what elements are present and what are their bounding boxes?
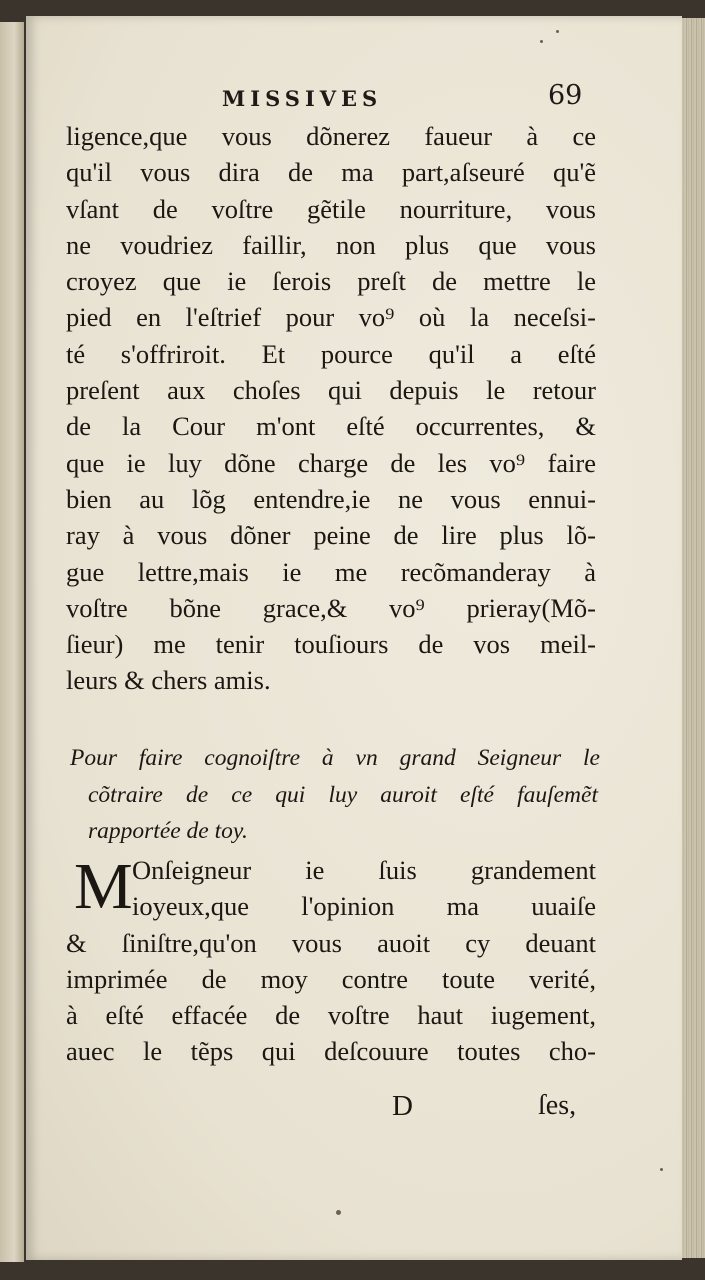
running-head-title: MISSIVES [222, 86, 383, 111]
text-line: que ie luy dõne charge de les vo⁹ faire [66, 447, 596, 478]
body-text [66, 118, 596, 699]
previous-page-edge [0, 22, 24, 1262]
catchword: ſes, [538, 1090, 577, 1121]
drop-cap: M [74, 850, 133, 923]
text-line: pied en l'eſtrief pour vo⁹ où la neceſsi- [66, 302, 596, 333]
text-line: té s'offriroit. Et pource qu'il a eſté [66, 338, 596, 369]
text-line: de la Cour m'ont eſté occurrentes, & [66, 411, 596, 442]
text-line: à eſté effacée de voſtre haut iugement, [66, 1000, 596, 1031]
page-edges [682, 18, 705, 1258]
paper-speck [540, 40, 543, 43]
text-line: vſant de voſtre gẽtile nourriture, vous [66, 193, 596, 224]
text-line: ſieur) me tenir touſiours de vos meil- [66, 629, 596, 660]
heading-line: rapportée de toy. [88, 818, 248, 844]
text-line: imprimée de moy contre toute verité, [66, 963, 596, 994]
running-head [0, 80, 705, 120]
paper-speck [660, 1168, 663, 1171]
letter-text [66, 852, 596, 1070]
text-line: ligence,que vous dõnerez faueur à ce [66, 121, 596, 151]
text-line: ne voudriez faillir, non plus que vous [66, 229, 596, 260]
text-line: ioyeux,que l'opinion ma uuaiſe [132, 891, 596, 922]
signature-mark: D [392, 1090, 413, 1122]
text-line: qu'il vous dira de ma part,aſseuré qu'ẽ [66, 157, 596, 188]
text-line: gue lettre,mais ie me recõmanderay à [66, 556, 596, 587]
text-line: preſent aux choſes qui depuis le retour [66, 375, 596, 406]
text-line: leurs & chers amis. [66, 665, 271, 696]
text-line: croyez que ie ſerois preſt de mettre le [66, 266, 596, 297]
text-line: & ſiniſtre,qu'on vous auoit cy deuant [66, 927, 596, 958]
heading-line: cõtraire de ce qui luy auroit eſté fauſemẽt [88, 781, 598, 808]
paper-speck [336, 1210, 341, 1215]
text-line: auec le tẽps qui deſcouure toutes cho- [66, 1036, 596, 1067]
text-line: Onſeigneur ie ſuis grandement [132, 855, 596, 885]
letter-heading [70, 740, 600, 850]
text-line: ray à vous dõner peine de lire plus lõ- [66, 520, 596, 551]
text-line: voſtre bõne grace,& vo⁹ prieray(Mõ- [66, 592, 596, 623]
text-line: bien au lõg entendre,ie ne vous ennui- [66, 483, 596, 514]
heading-line: Pour faire cognoiſtre à vn grand Seigneur le [70, 745, 600, 771]
page-number: 69 [548, 80, 583, 111]
paper-speck [556, 30, 559, 33]
